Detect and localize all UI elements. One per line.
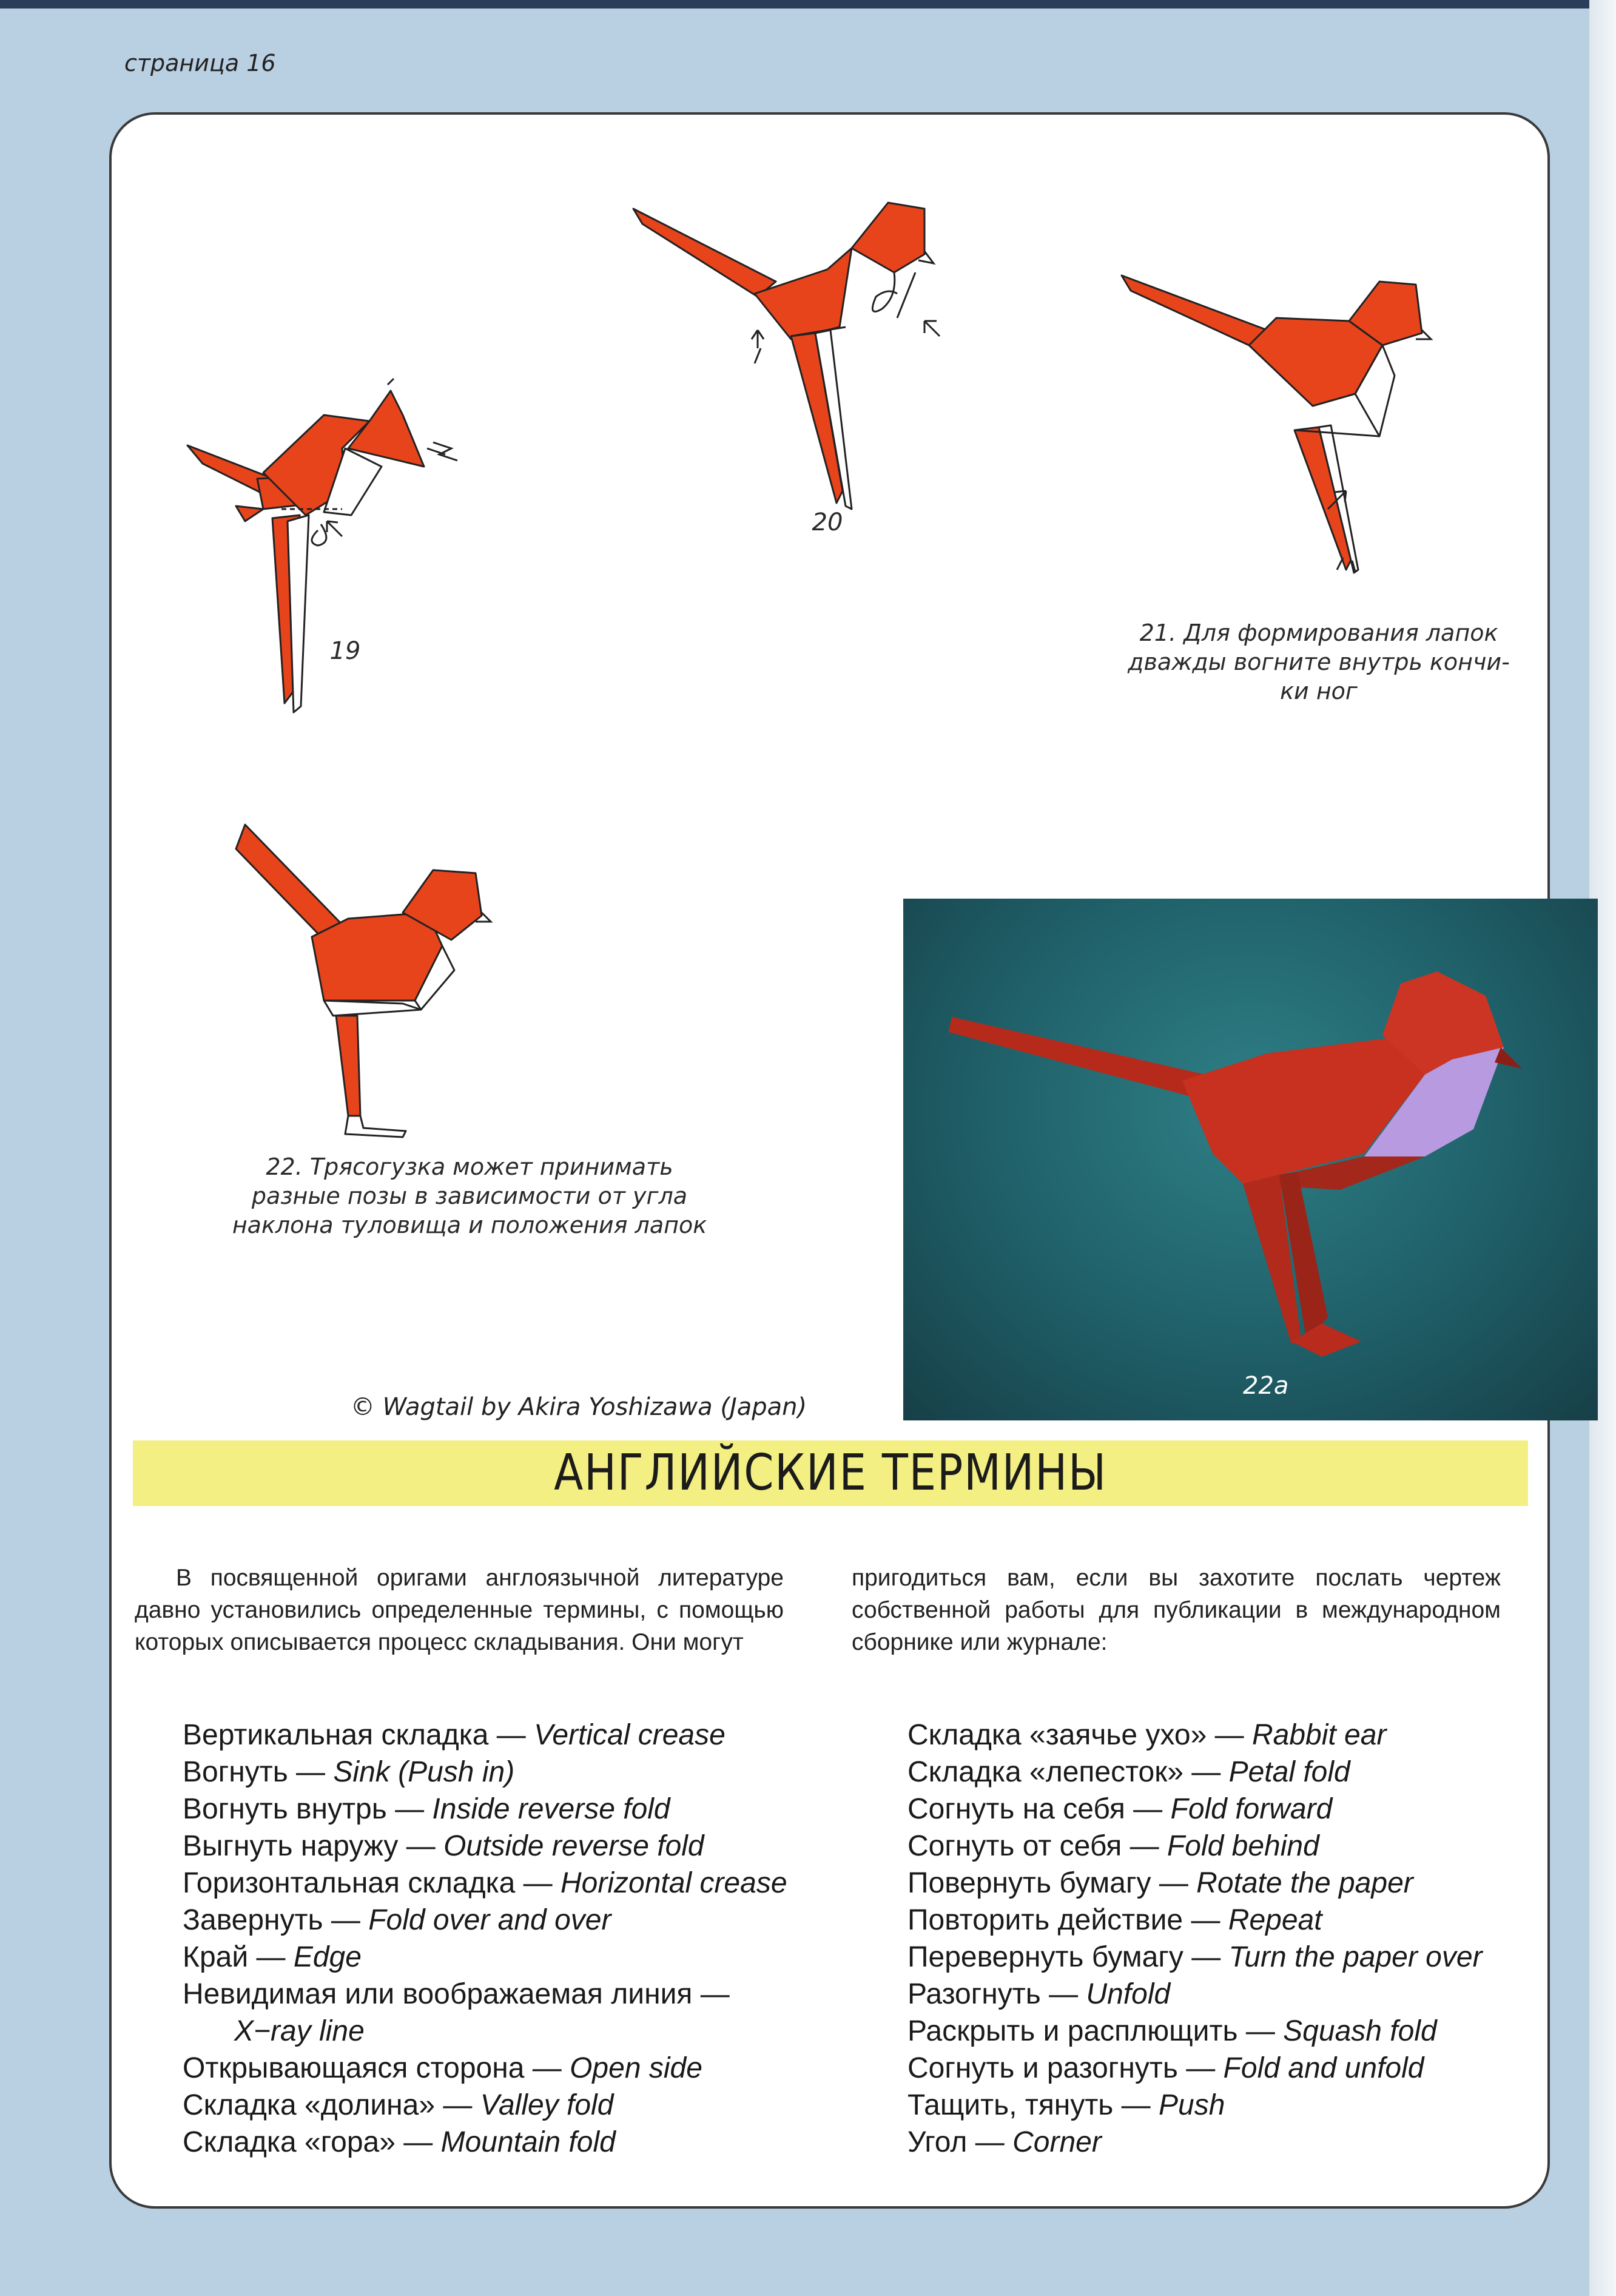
term-item: Повернуть бумагу — Rotate the paper: [907, 1867, 1413, 1899]
step-19-diagram: [142, 266, 579, 740]
term-item: Вертикальная складка — Vertical crease: [183, 1719, 726, 1751]
term-ru: Завернуть: [183, 1904, 323, 1936]
term-item: Согнуть и разогнуть — Fold and unfold: [907, 2052, 1424, 2084]
terms-list-left: [183, 1717, 789, 2161]
term-ru: Горизонтальная складка: [183, 1867, 516, 1899]
step-22-caption: [197, 1152, 742, 1240]
term-ru: Складка «долина»: [183, 2089, 436, 2121]
term-item: Согнуть от себя — Fold behind: [907, 1830, 1319, 1862]
term-item: Тащить, тянуть — Push: [907, 2089, 1225, 2121]
terms-list-right: [907, 1717, 1520, 2161]
term-en: Rotate the paper: [1196, 1867, 1413, 1899]
term-en: X−ray line: [234, 2015, 365, 2047]
step-21-diagram: [1113, 254, 1537, 643]
term-item: Складка «долина» — Valley fold: [183, 2089, 614, 2121]
term-ru: Вогнуть внутрь: [183, 1793, 387, 1825]
term-en: Petal fold: [1228, 1756, 1350, 1788]
term-ru: Выгнуть наружу: [183, 1830, 399, 1862]
term-item: Угол — Corner: [907, 2126, 1102, 2158]
top-edge-bar: [0, 0, 1616, 8]
term-en: Fold and unfold: [1223, 2052, 1424, 2084]
step-20-number: 20: [812, 508, 843, 536]
term-item: Горизонтальная складка — Horizontal crease: [183, 1867, 787, 1899]
term-item: Раскрыть и расплющить — Squash fold: [907, 2015, 1437, 2047]
step-20-diagram: [609, 133, 1143, 558]
step-21-caption-line: 21. Для формирования лапок: [1139, 620, 1498, 646]
term-en: Inside reverse fold: [432, 1793, 670, 1825]
term-item: Складка «заячье ухо» — Rabbit ear: [907, 1719, 1387, 1751]
term-item: Завернуть — Fold over and over: [183, 1904, 611, 1936]
term-en: Squash fold: [1283, 2015, 1437, 2047]
term-item: Вогнуть внутрь — Inside reverse fold: [183, 1793, 670, 1825]
term-ru: Раскрыть и расплющить: [907, 2015, 1238, 2047]
section-title: АНГЛИЙСКИЕ ТЕРМИНЫ: [554, 1444, 1107, 1502]
term-item: Разогнуть — Unfold: [907, 1978, 1171, 2010]
term-ru: Повернуть бумагу: [907, 1867, 1151, 1899]
term-en: Sink (Push in): [333, 1756, 515, 1788]
term-ru: Складка «лепесток»: [907, 1756, 1183, 1788]
term-item: Повторить действие — Repeat: [907, 1904, 1322, 1936]
term-ru: Повторить действие: [907, 1904, 1183, 1936]
intro-text-right: пригодиться вам, если вы захотите послать чертеж собственной работы для публикации в международном сборнике или журнале:: [852, 1565, 1501, 1655]
term-item: Перевернуть бумагу — Turn the paper over: [907, 1941, 1483, 1973]
intro-text-left: В посвященной оригами англоязычной литературе давно установились определенные термины, с помощью которых описывается процесс складывания. Они могут: [135, 1565, 784, 1655]
term-en: Push: [1158, 2089, 1225, 2121]
step-21-caption: [1106, 618, 1531, 706]
term-en: Unfold: [1086, 1978, 1171, 2010]
term-en: Valley fold: [480, 2089, 614, 2121]
photo-label: 22a: [1243, 1372, 1289, 1400]
photo-bird-image: [903, 899, 1598, 1420]
term-en: Mountain fold: [440, 2126, 616, 2158]
term-ru: Открывающаяся сторона: [183, 2052, 525, 2084]
term-ru: Тащить, тянуть: [907, 2089, 1114, 2121]
term-en: Rabbit ear: [1251, 1719, 1387, 1751]
term-en: Edge: [293, 1941, 362, 1973]
term-ru: Согнуть на себя: [907, 1793, 1125, 1825]
term-item: Складка «лепесток» — Petal fold: [907, 1756, 1350, 1788]
term-ru: Перевернуть бумагу: [907, 1941, 1183, 1973]
term-en: Open side: [570, 2052, 702, 2084]
term-ru: Согнуть от себя: [907, 1830, 1122, 1862]
step-22-caption-line: разные позы в зависимости от угла: [251, 1183, 688, 1209]
page-number-label: страница 16: [124, 50, 276, 76]
step-21-caption-line: дважды вогните внутрь кончи-: [1128, 649, 1510, 675]
term-en: Vertical crease: [534, 1719, 726, 1751]
term-ru: Невидимая или воображаемая линия: [183, 1978, 693, 2010]
term-item: Невидимая или воображаемая линия — X−ray line: [183, 1978, 730, 2047]
term-en: Repeat: [1228, 1904, 1322, 1936]
term-ru: Складка «гора»: [183, 2126, 396, 2158]
term-item: Складка «гора» — Mountain fold: [183, 2126, 616, 2158]
term-ru: Складка «заячье ухо»: [907, 1719, 1207, 1751]
term-en: Turn the paper over: [1228, 1941, 1483, 1973]
step-22-caption-line: 22. Трясогузка может принимать: [266, 1153, 673, 1180]
term-en: Fold behind: [1167, 1830, 1319, 1862]
term-item: Вогнуть — Sink (Push in): [183, 1756, 515, 1788]
term-ru: Край: [183, 1941, 249, 1973]
term-item: Край — Edge: [183, 1941, 362, 1973]
term-en: Horizontal crease: [561, 1867, 787, 1899]
term-item: Выгнуть наружу — Outside reverse fold: [183, 1830, 704, 1862]
term-ru: Угол: [907, 2126, 968, 2158]
term-en: Fold over and over: [368, 1904, 611, 1936]
term-ru: Разогнуть: [907, 1978, 1041, 2010]
step-22-diagram: [221, 800, 645, 1164]
term-en: Corner: [1012, 2126, 1102, 2158]
term-en: Outside reverse fold: [443, 1830, 704, 1862]
step-22-caption-line: наклона туловища и положения лапок: [232, 1212, 707, 1238]
term-item: Открывающаяся сторона — Open side: [183, 2052, 702, 2084]
step-19-number: 19: [329, 637, 361, 665]
content-panel: [109, 112, 1550, 2209]
model-credit: © Wagtail by Akira Yoshizawa (Japan): [350, 1393, 807, 1421]
term-ru: Вертикальная складка: [183, 1719, 489, 1751]
term-en: Fold forward: [1170, 1793, 1333, 1825]
section-heading-band: [133, 1440, 1528, 1506]
photo-22a: [903, 899, 1598, 1420]
step-21-caption-line: ки ног: [1280, 678, 1358, 704]
term-ru: Согнуть и разогнуть: [907, 2052, 1178, 2084]
term-ru: Вогнуть: [183, 1756, 288, 1788]
term-item: Согнуть на себя — Fold forward: [907, 1793, 1333, 1825]
